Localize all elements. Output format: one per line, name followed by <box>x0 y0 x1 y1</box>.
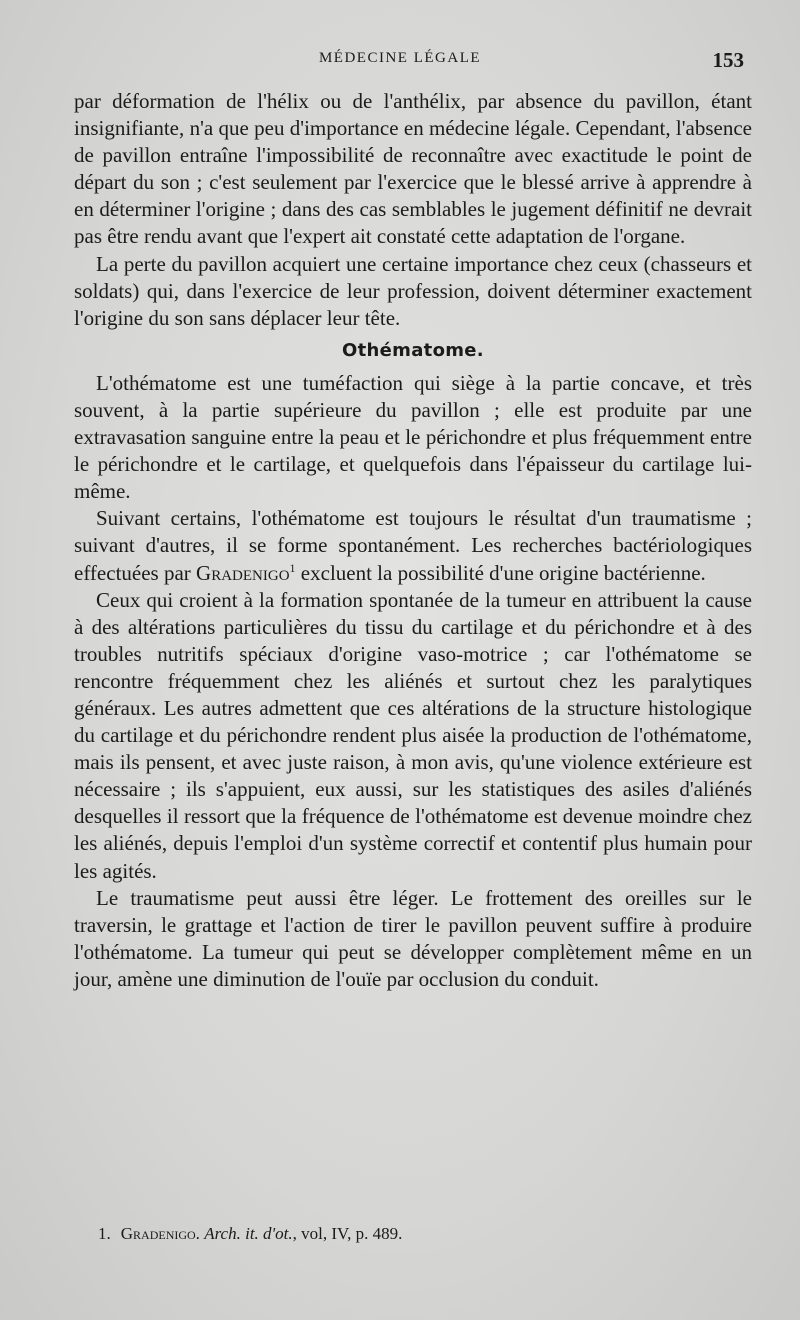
footnote-number: 1. <box>98 1224 111 1243</box>
body-text <box>74 88 752 993</box>
running-title: MÉDECINE LÉGALE <box>318 50 482 66</box>
paragraph-trauma: Le traumatisme peut aussi être léger. Le frottement des oreilles sur le traversin, le grattage et l'action de tirer le pavillon peuvent suffire à produire l'othématome. La tumeur qui peut se développer complètement même en un jour, amène une diminution de l'ouïe par occlusion du conduit. <box>74 885 752 991</box>
footnote-ref[interactable]: 1 <box>289 560 296 575</box>
paragraph-causes-text: Suivant certains, l'othématome est toujours le résultat d'un traumatisme ; suivant d'autres, il se forme spontanément. Les recherches bactériologiques effectuées par <box>74 506 752 585</box>
footnote-author: Gradenigo. <box>120 1224 200 1243</box>
page-number: 153 <box>712 48 744 72</box>
footnote-details: , vol, IV, p. 489. <box>292 1224 403 1243</box>
paragraph-causes <box>74 505 752 586</box>
section-heading: Othématome. <box>342 339 484 361</box>
paragraph-causes-text-end: excluent la possibilité d'une origine bactérienne. <box>300 560 706 585</box>
footnote <box>98 1222 738 1246</box>
paragraph-continuation: par déformation de l'hélix ou de l'anthélix, par absence du pavillon, étant insignifiante, n'a que peu d'importance en médecine légale. Cependant, l'absence de pavillon entraîne l'impossibilité de reconnaître avec exactitude le point de départ du son ; c'est seulement par l'exercice que le blessé arrive à apprendre à en déterminer l'origine ; dans des cas semblables le jugement définitif ne devrait pas être rendu avant que l'expert ait constaté cette adaptation de l'organe. <box>74 89 752 249</box>
paragraph-definition: L'othématome est une tuméfaction qui siège à la partie concave, et très souvent, à la partie supérieure du pavillon ; elle est produite par une extravasation sanguine entre la peau et le périchondre et plus fréquemment entre le périchondre et le cartilage, et quelquefois dans l'épaisseur du cartilage lui-même. <box>74 370 752 504</box>
paragraph-pavillon-loss: La perte du pavillon acquiert une certaine importance chez ceux (chasseurs et soldats) qui, dans l'exercice de leur profession, doivent déterminer exactement l'origine du son sans déplacer leur tête. <box>74 251 752 330</box>
running-head <box>0 48 800 78</box>
author-name: Gradenigo <box>196 560 290 585</box>
footnote-journal: Arch. it. d'ot. <box>204 1224 293 1243</box>
paragraph-theories: Ceux qui croient à la formation spontanée de la tumeur en attribuent la cause à des altérations particulières du tissu du cartilage et du périchondre et à des troubles nutritifs spéciaux d'origine vaso-motrice ; car l'othématome se rencontre fréquemment chez les aliénés et surtout chez les paralytiques généraux. Les autres admettent que ces altérations de la structure histologique du cartilage et du périchondre rendent plus aisée la production de l'othématome, mais ils pensent, et avec juste raison, à mon avis, qu'une violence extérieure est nécessaire ; ils s'appuient, eux aussi, sur les statistiques des asiles d'aliénés desquelles il ressort que la fréquence de l'othématome est devenue moindre chez les aliénés, depuis l'emploi d'un système correctif et contentif plus humain pour les agités. <box>74 587 752 883</box>
